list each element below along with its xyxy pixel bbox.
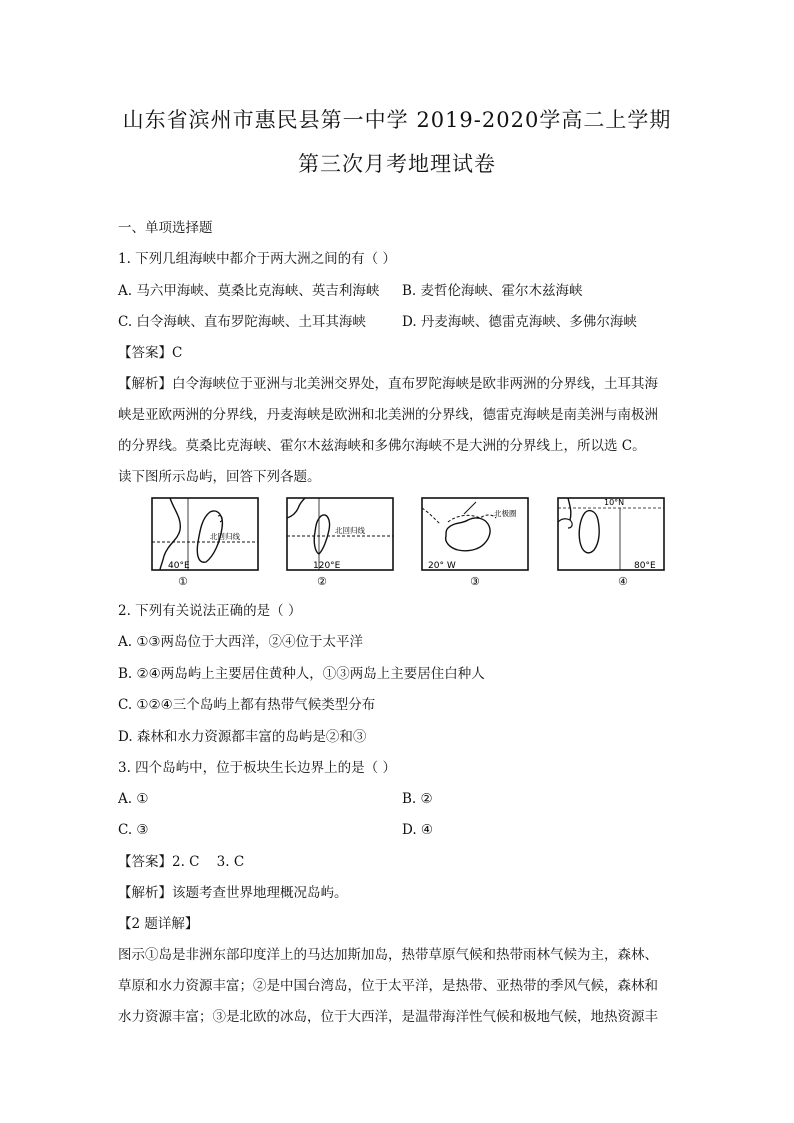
question-1-analysis-line2: 峡是亚欧两洲的分界线，丹麦海峡是欧洲和北美洲的分界线，德雷克海峡是南美洲与南极洲 (118, 407, 658, 423)
question-2-option-b: B. ②④两岛屿上主要居住黄种人，①③两岛上主要居住白种人 (118, 666, 485, 682)
map-2-number: ② (317, 575, 327, 588)
answers-2-3: 【答案】2. C 3. C (118, 854, 245, 870)
map-4 (554, 494, 670, 590)
question-1-analysis-line3: 的分界线。莫桑比克海峡、霍尔木兹海峡和多佛尔海峡不是大洲的分界线上，所以选 C。 (118, 438, 646, 454)
question-3-option-d: D. ④ (402, 822, 434, 838)
map-2-longitude-label: 120°E (313, 561, 341, 571)
question-1-stem: 1. 下列几组海峡中都介于两大洲之间的有（ ） (118, 251, 396, 267)
question-3-stem: 3. 四个岛屿中，位于板块生长边界上的是（ ） (118, 760, 396, 776)
map-2 (283, 494, 399, 590)
map-2-latitude-label: 北回归线 (335, 526, 365, 535)
question-2-option-d: D. 森林和水力资源都丰富的岛屿是②和③ (118, 729, 367, 745)
map-4-latitude-label: 10°N (604, 498, 625, 507)
map-1-figure (148, 494, 264, 590)
detail-line3: 水力资源丰富；③是北欧的冰岛，位于大西洋，是温带海洋性气候和极地气候，地热资源丰 (118, 1009, 658, 1025)
map-4-longitude-label: 80°E (634, 561, 656, 571)
intro-text: 读下图所示岛屿，回答下列各题。 (118, 469, 321, 485)
map-1-latitude-label: 北回归线 (210, 532, 240, 541)
page-title-line1: 山东省滨州市惠民县第一中学 2019-2020学高二上学期 (122, 108, 672, 132)
question-1-option-b: B. 麦哲伦海峡、霍尔木兹海峡 (402, 283, 583, 299)
map-3-longitude-label: 20° W (428, 561, 456, 571)
map-1-longitude-label: 40°E (168, 561, 190, 571)
section-heading: 一、单项选择题 (118, 220, 213, 236)
question-3-option-a: A. ① (118, 791, 149, 807)
question-1-analysis-line1: 【解析】白令海峡位于亚洲与北美洲交界处，直布罗陀海峡是欧非两洲的分界线，土耳其海 (118, 376, 658, 392)
map-4-figure (554, 494, 670, 590)
map-3-number: ③ (470, 575, 480, 588)
question-2-stem: 2. 下列有关说法正确的是（ ） (118, 603, 302, 619)
detail-line1: 图示①岛是非洲东部印度洋上的马达加斯加岛，热带草原气候和热带雨林气候为主，森林、 (118, 947, 658, 963)
detail-heading: 【2 题详解】 (118, 916, 199, 932)
map-1-number: ① (178, 575, 188, 588)
question-3-option-b: B. ② (402, 791, 433, 807)
question-1-option-d: D. 丹麦海峡、德雷克海峡、多佛尔海峡 (402, 314, 637, 330)
page-title-line2: 第三次月考地理试卷 (298, 152, 496, 176)
map-3-latitude-label: 北极圈 (494, 509, 517, 518)
map-1 (148, 494, 264, 590)
analysis-2-3: 【解析】该题考查世界地理概况岛屿。 (118, 885, 348, 901)
question-2-option-a: A. ①③两岛位于大西洋，②④位于太平洋 (118, 634, 364, 650)
map-4-number: ④ (618, 575, 628, 588)
question-2-option-c: C. ①②④三个岛屿上都有热带气候类型分布 (118, 697, 376, 713)
question-1-option-c: C. 白令海峡、直布罗陀海峡、土耳其海峡 (118, 314, 366, 330)
question-3-option-c: C. ③ (118, 822, 149, 838)
map-3 (418, 494, 534, 590)
question-1-option-a: A. 马六甲海峡、莫桑比克海峡、英吉利海峡 (118, 283, 380, 299)
detail-line2: 草原和水力资源丰富；②是中国台湾岛，位于太平洋，是热带、亚热带的季风气候，森林和 (118, 978, 658, 994)
island-maps (148, 494, 668, 590)
question-1-answer: 【答案】C (118, 345, 183, 361)
map-3-figure (418, 494, 534, 590)
map-2-figure (283, 494, 399, 590)
